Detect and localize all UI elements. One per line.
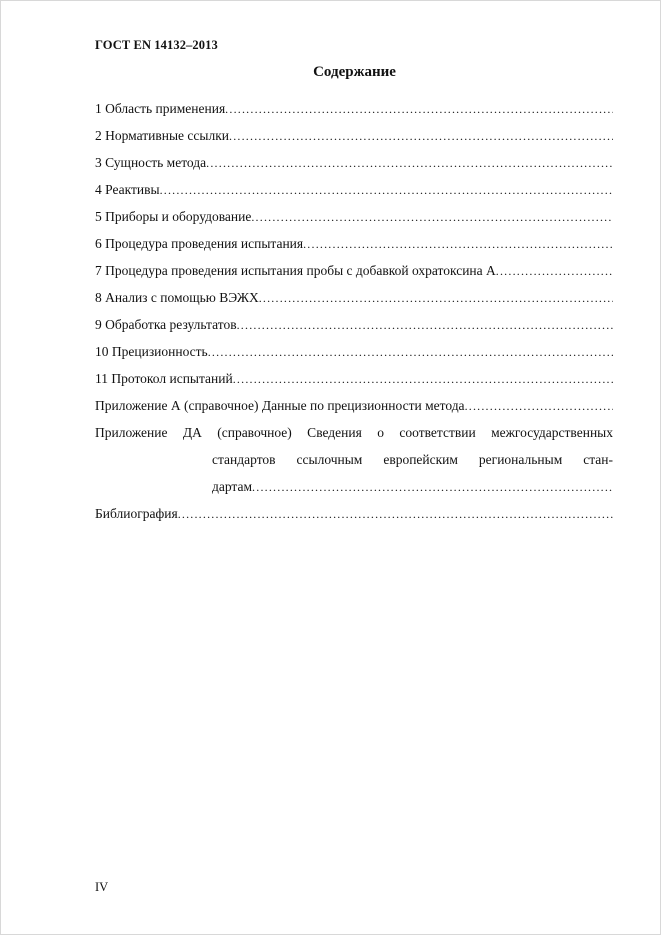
toc-entry-11[interactable] [95,370,613,397]
table-of-contents [95,100,613,532]
toc-entry-bibliography[interactable] [95,505,613,532]
toc-entry-1[interactable] [95,100,613,127]
toc-entry-label: 4 Реактивы [95,182,160,197]
toc-entry-2[interactable] [95,127,613,154]
toc-entry-4[interactable] [95,181,613,208]
toc-entry-label: 5 Приборы и оборудование [95,209,252,224]
dot-leader [178,505,613,523]
toc-entry-label: 8 Анализ с помощью ВЭЖХ [95,290,259,305]
toc-entry-label: Библиография [95,506,178,521]
dot-leader [252,478,613,496]
document-code: ГОСТ EN 14132–2013 [95,38,218,52]
toc-entry-label: 7 Процедура проведения испытания пробы с добавкой охратоксина А [95,263,496,278]
dot-leader [225,100,613,118]
toc-entry-label: Приложение ДА (справочное) Сведения о соответствии межгосударственных [95,425,613,440]
dot-leader [496,262,613,280]
toc-entry-annex-a[interactable] [95,397,613,424]
toc-entry-label: дартам [212,479,253,494]
toc-entry-6[interactable] [95,235,613,262]
dot-leader [233,370,613,388]
toc-entry-label: стандартов ссылочным европейским региональным стан- [212,452,613,467]
dot-leader [251,208,613,226]
page-number: IV [95,880,109,894]
dot-leader [160,181,613,199]
toc-entry-label: 6 Процедура проведения испытания [95,236,304,251]
toc-entry-label: Приложение А (справочное) Данные по прецизионности метода [95,398,465,413]
dot-leader [229,127,613,145]
toc-entry-5[interactable] [95,208,613,235]
toc-entry-7[interactable] [95,262,613,289]
dot-leader [465,397,613,415]
toc-entry-label: 1 Область применения [95,101,226,116]
dot-leader [237,316,613,334]
toc-entry-9[interactable] [95,316,613,343]
toc-entry-3[interactable] [95,154,613,181]
dot-leader [208,343,613,361]
toc-entry-label: 9 Обработка результатов [95,317,237,332]
dot-leader [206,154,613,172]
dot-leader [303,235,613,253]
toc-title: Содержание [313,64,396,80]
toc-entry-8[interactable] [95,289,613,316]
toc-entry-annex-da-line2 [95,451,613,478]
toc-entry-label: 3 Сущность метода [95,155,207,170]
toc-entry-label: 2 Нормативные ссылки [95,128,229,143]
toc-entry-annex-da-line1[interactable] [95,424,613,451]
toc-entry-10[interactable] [95,343,613,370]
dot-leader [259,289,613,307]
toc-entry-annex-da-line3 [95,478,613,505]
toc-entry-label: 11 Протокол испытаний [95,371,233,386]
toc-entry-label: 10 Прецизионность [95,344,208,359]
